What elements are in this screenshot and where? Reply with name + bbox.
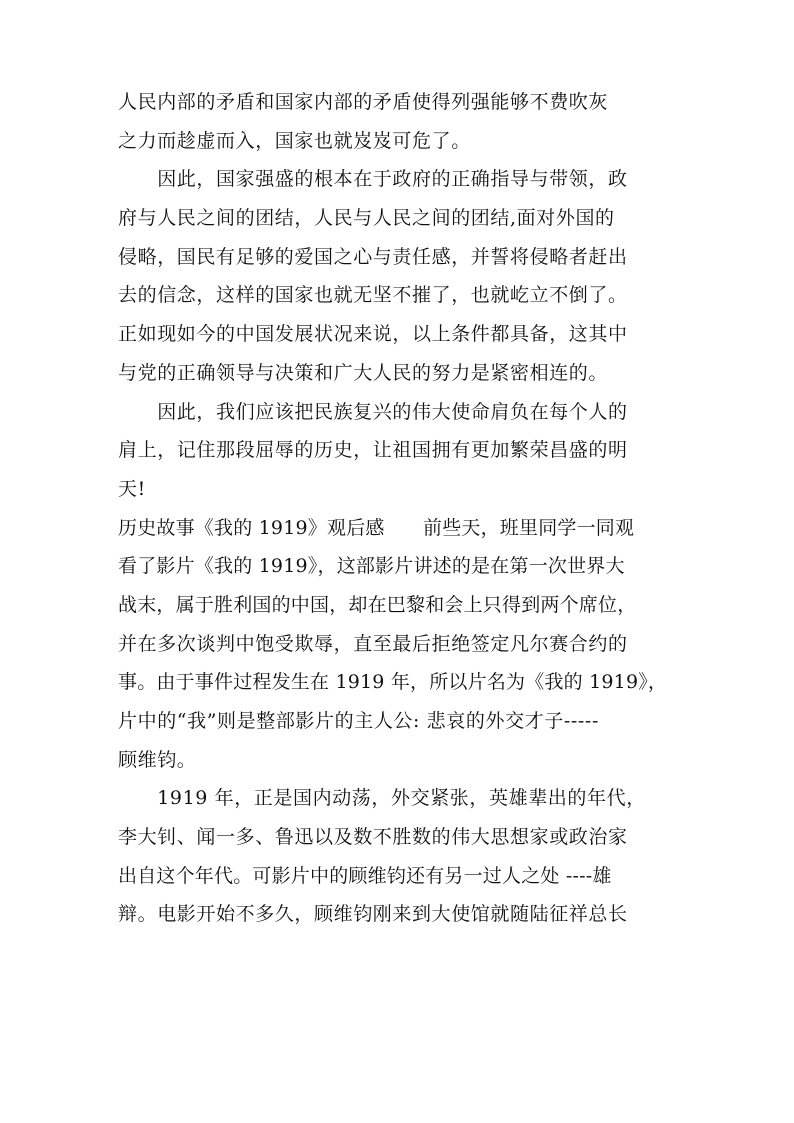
text-line: 辩。电影开始不多久，顾维钧刚来到大使馆就随陆征祥总长 — [118, 903, 628, 926]
text-line: 顾维钧。 — [118, 748, 197, 771]
article-title-line: 历史故事《我的 1919》观后感 前些天，班里同学一同观 — [118, 516, 635, 539]
text-line: 府与人民之间的团结，人民与人民之间的团结,面对外国的 — [118, 207, 615, 230]
text-line: 李大钊、闻一多、鲁迅以及数不胜数的伟大思想家或政治家 — [118, 826, 628, 849]
text-line: 战末，属于胜利国的中国，却在巴黎和会上只得到两个席位， — [118, 593, 637, 616]
text-line: 因此，国家强盛的根本在于政府的正确指导与带领，政 — [118, 168, 628, 191]
text-line: 之力而趁虚而入，国家也就岌岌可危了。 — [118, 129, 471, 152]
text-line: 肩上，记住那段屈辱的历史，让祖国拥有更加繁荣昌盛的明 — [118, 439, 628, 462]
text-line: 片中的“我”则是整部影片的主人公: 悲哀的外交才子----- — [118, 710, 599, 732]
text-line: 人民内部的矛盾和国家内部的矛盾使得列强能够不费吹灰 — [118, 91, 609, 113]
text-line: 并在多次谈判中饱受欺辱，直至最后拒绝签定凡尔赛合约的 — [118, 632, 628, 655]
text-line: 与党的正确领导与决策和广大人民的努力是紧密相连的。 — [118, 361, 609, 384]
text-line: 看了影片《我的 1919》，这部影片讲述的是在第一次世界大 — [118, 555, 625, 578]
text-line: 天! — [118, 477, 146, 500]
document-body — [118, 83, 688, 934]
text-line: 正如现如今的中国发展状况来说，以上条件都具备，这其中 — [118, 323, 628, 346]
text-line: 侵略，国民有足够的爱国之心与责任感，并誓将侵略者赶出 — [118, 245, 628, 268]
text-line: 1919 年，正是国内动荡，外交紧张，英雄辈出的年代， — [118, 787, 646, 810]
text-line: 出自这个年代。可影片中的顾维钧还有另一过人之处 ----雄 — [118, 864, 612, 887]
text-line: 去的信念，这样的国家也就无坚不摧了，也就屹立不倒了。 — [118, 284, 628, 307]
text-line: 事。由于事件过程发生在 1919 年，所以片名为《我的 1919》， — [118, 671, 668, 694]
text-line: 因此，我们应该把民族复兴的伟大使命肩负在每个人的 — [118, 400, 628, 423]
